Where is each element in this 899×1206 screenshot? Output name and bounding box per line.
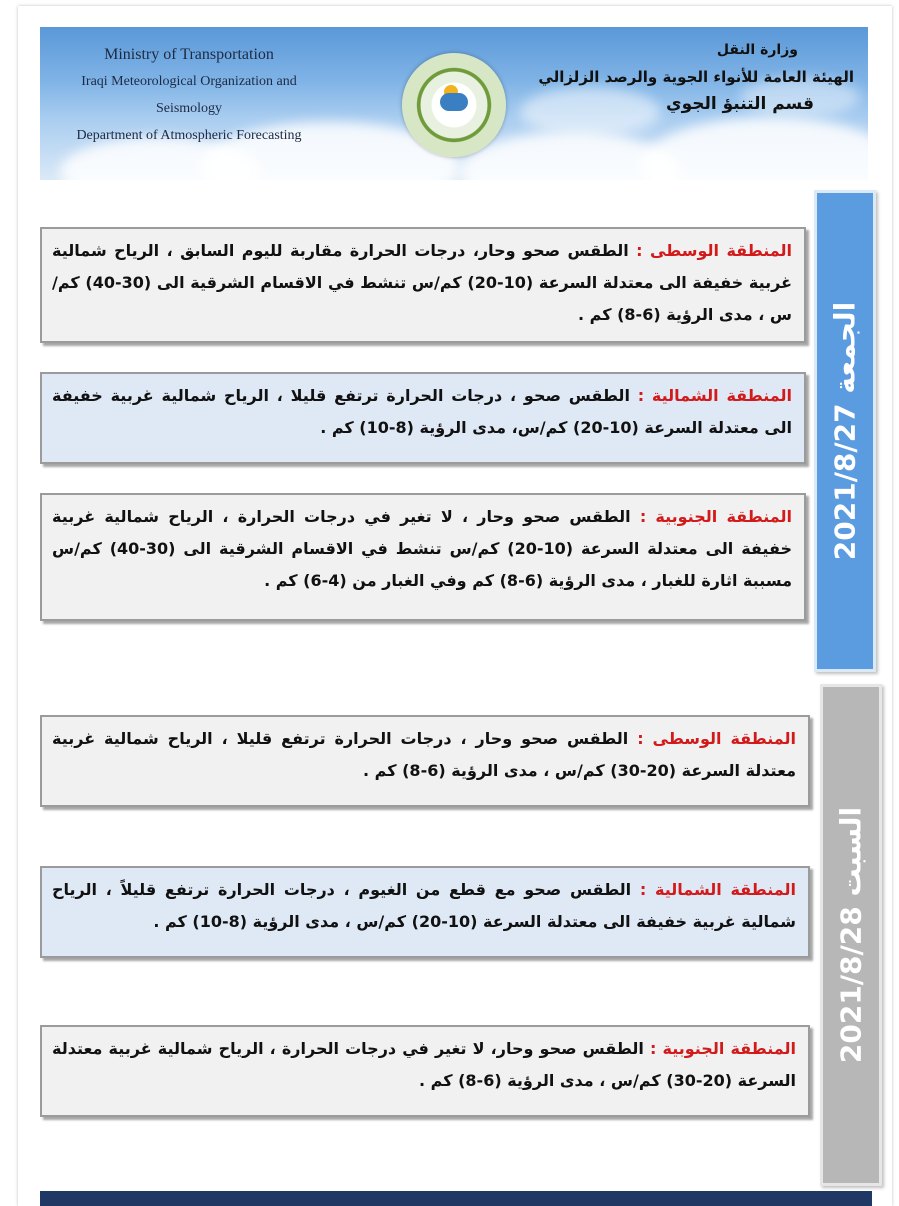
ministry-name-ar: وزارة النقل	[716, 42, 798, 58]
forecast-text: الطقس صحو وحار ، لا تغير في درجات الحرارة ، الرياح شمالية غربية خفيفة الى معتدلة السرعة (10-20) كم/س تنشط في الاقسام الشرقية الى (30-40) كم/س مسببة اثارة للغبار ، مدى الرؤية (6-8) كم وفي الغبار من (4-6) كم .	[52, 507, 792, 590]
region-label: المنطقة الوسطى :	[637, 729, 797, 748]
header-english	[54, 41, 324, 149]
header-banner	[40, 27, 868, 180]
region-label: المنطقة الجنوبية :	[650, 1039, 796, 1058]
ministry-name-en: Ministry of Transportation	[104, 46, 274, 63]
date-label-saturday: السبت 2021/8/28	[834, 806, 868, 1064]
forecast-text: الطقس صحو ، درجات الحرارة ترتفع قليلا ، الرياح شمالية غربية خفيفة الى معتدلة السرعة (10-20) كم/س، مدى الرؤية (8-10) كم .	[52, 386, 792, 437]
forecast-box-fri-central	[40, 227, 806, 343]
forecast-box-sat-south	[40, 1025, 810, 1117]
region-label: المنطقة الشمالية :	[639, 880, 797, 899]
forecast-box-sat-north	[40, 866, 810, 958]
footer-bar	[40, 1191, 872, 1206]
organization-name-ar: الهيئة العامة للأنواء الجوية والرصد الزلزالي	[538, 68, 854, 86]
forecast-text: الطقس صحو وحار، درجات الحرارة مقاربة لليوم السابق ، الرياح شمالية غربية خفيفة الى معتدلة السرعة (10-20) كم/س تنشط في الاقسام الشرقية الى (30-40) كم/س ، مدى الرؤية (6-8) كم .	[52, 241, 793, 324]
forecast-box-fri-south	[40, 493, 806, 621]
organization-name-en: Iraqi Meteorological Organization and Seismology	[81, 74, 297, 116]
forecast-text: الطقس صحو وحار، لا تغير في درجات الحرارة ، الرياح شمالية غربية معتدلة السرعة (20-30) كم/س ، مدى الرؤية (6-8) كم .	[52, 1039, 796, 1090]
region-label: المنطقة الجنوبية :	[639, 507, 792, 526]
cloud-icon	[440, 93, 468, 111]
date-bar-friday	[814, 190, 876, 672]
region-label: المنطقة الشمالية :	[637, 386, 792, 405]
forecast-text: الطقس صحو مع قطع من الغيوم ، درجات الحرارة ترتفع قليلاً ، الرياح شمالية غربية خفيفة الى معتدلة السرعة (10-20) كم/س ، مدى الرؤية (8-10) كم .	[52, 880, 796, 931]
region-label: المنطقة الوسطى :	[636, 241, 793, 260]
department-name-ar: قسم التنبؤ الجوي	[666, 94, 814, 114]
department-name-en: Department of Atmospheric Forecasting	[76, 128, 302, 143]
forecast-box-sat-central	[40, 715, 810, 807]
date-bar-saturday	[820, 684, 882, 1186]
date-label-friday: الجمعة 2021/8/27	[828, 301, 862, 561]
organization-logo	[402, 53, 506, 157]
header-arabic	[538, 37, 854, 118]
forecast-box-fri-north	[40, 372, 806, 464]
forecast-text: الطقس صحو وحار ، درجات الحرارة ترتفع قليلا ، الرياح شمالية غربية معتدلة السرعة (20-30) كم/س ، مدى الرؤية (6-8) كم .	[52, 729, 796, 780]
